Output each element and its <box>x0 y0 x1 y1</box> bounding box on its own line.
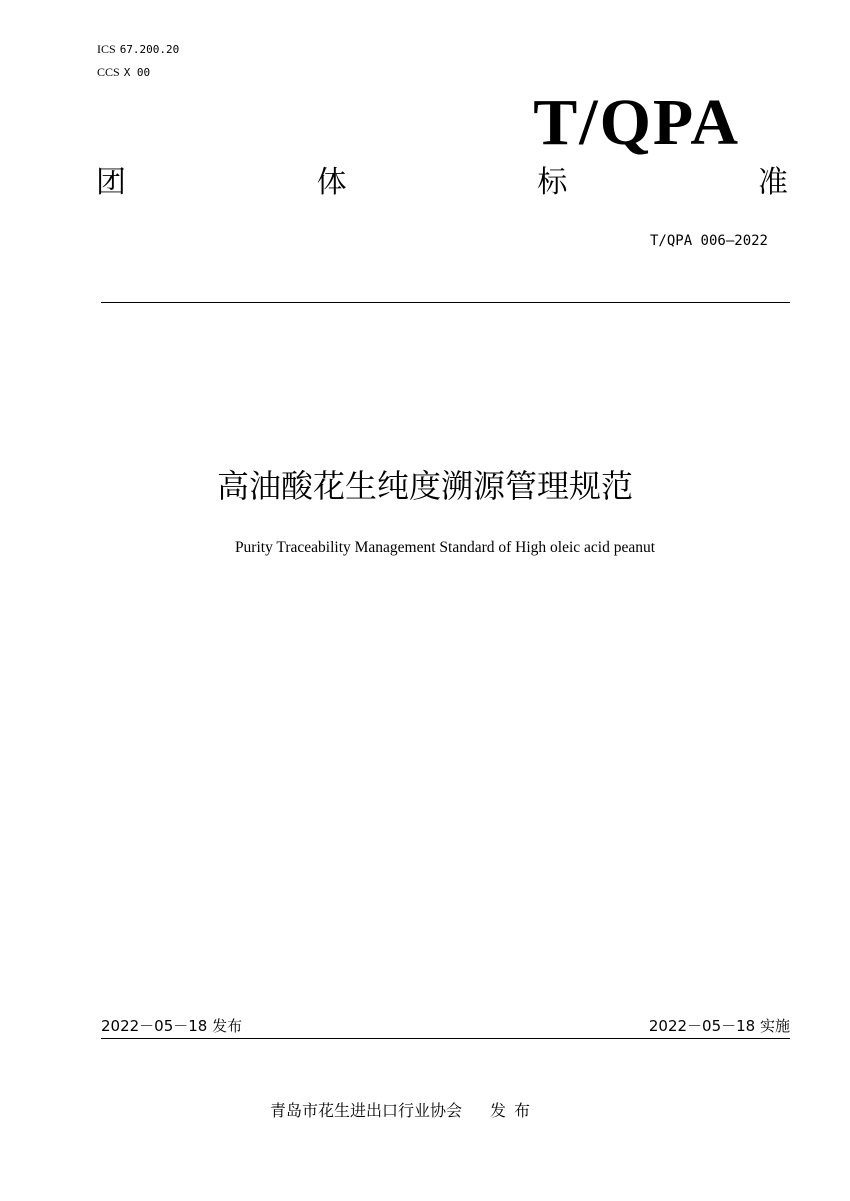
publisher-action: 发布 <box>490 1101 539 1120</box>
header-divider <box>101 302 790 303</box>
footer-divider <box>101 1038 790 1039</box>
issue-date: 2022－05－18 发布 <box>101 1017 243 1035</box>
ics-classification <box>97 42 179 57</box>
ccs-classification <box>97 65 150 80</box>
standard-type-char: 团 <box>96 165 126 200</box>
standard-type-char: 准 <box>757 165 788 200</box>
document-title-chinese: 高油酸花生纯度溯源管理规范 <box>216 467 633 505</box>
standard-type-heading <box>96 163 788 203</box>
ccs-label: CCS <box>97 65 120 79</box>
ics-label: ICS <box>97 42 116 56</box>
standard-type-char: 标 <box>537 165 568 200</box>
ics-code: 67.200.20 <box>119 43 180 56</box>
document-title-english: Purity Traceability Management Standard of High oleic acid peanut <box>234 539 656 556</box>
publisher-name: 青岛市花生进出口行业协会 <box>270 1101 463 1120</box>
organization-logo: T/QPA <box>533 86 740 159</box>
ccs-code: X 00 <box>123 66 151 79</box>
implementation-date: 2022－05－18 实施 <box>648 1017 790 1035</box>
publisher-line <box>270 1100 538 1122</box>
standard-number: T/QPA 006—2022 <box>649 233 768 249</box>
standard-type-char: 体 <box>316 165 347 200</box>
